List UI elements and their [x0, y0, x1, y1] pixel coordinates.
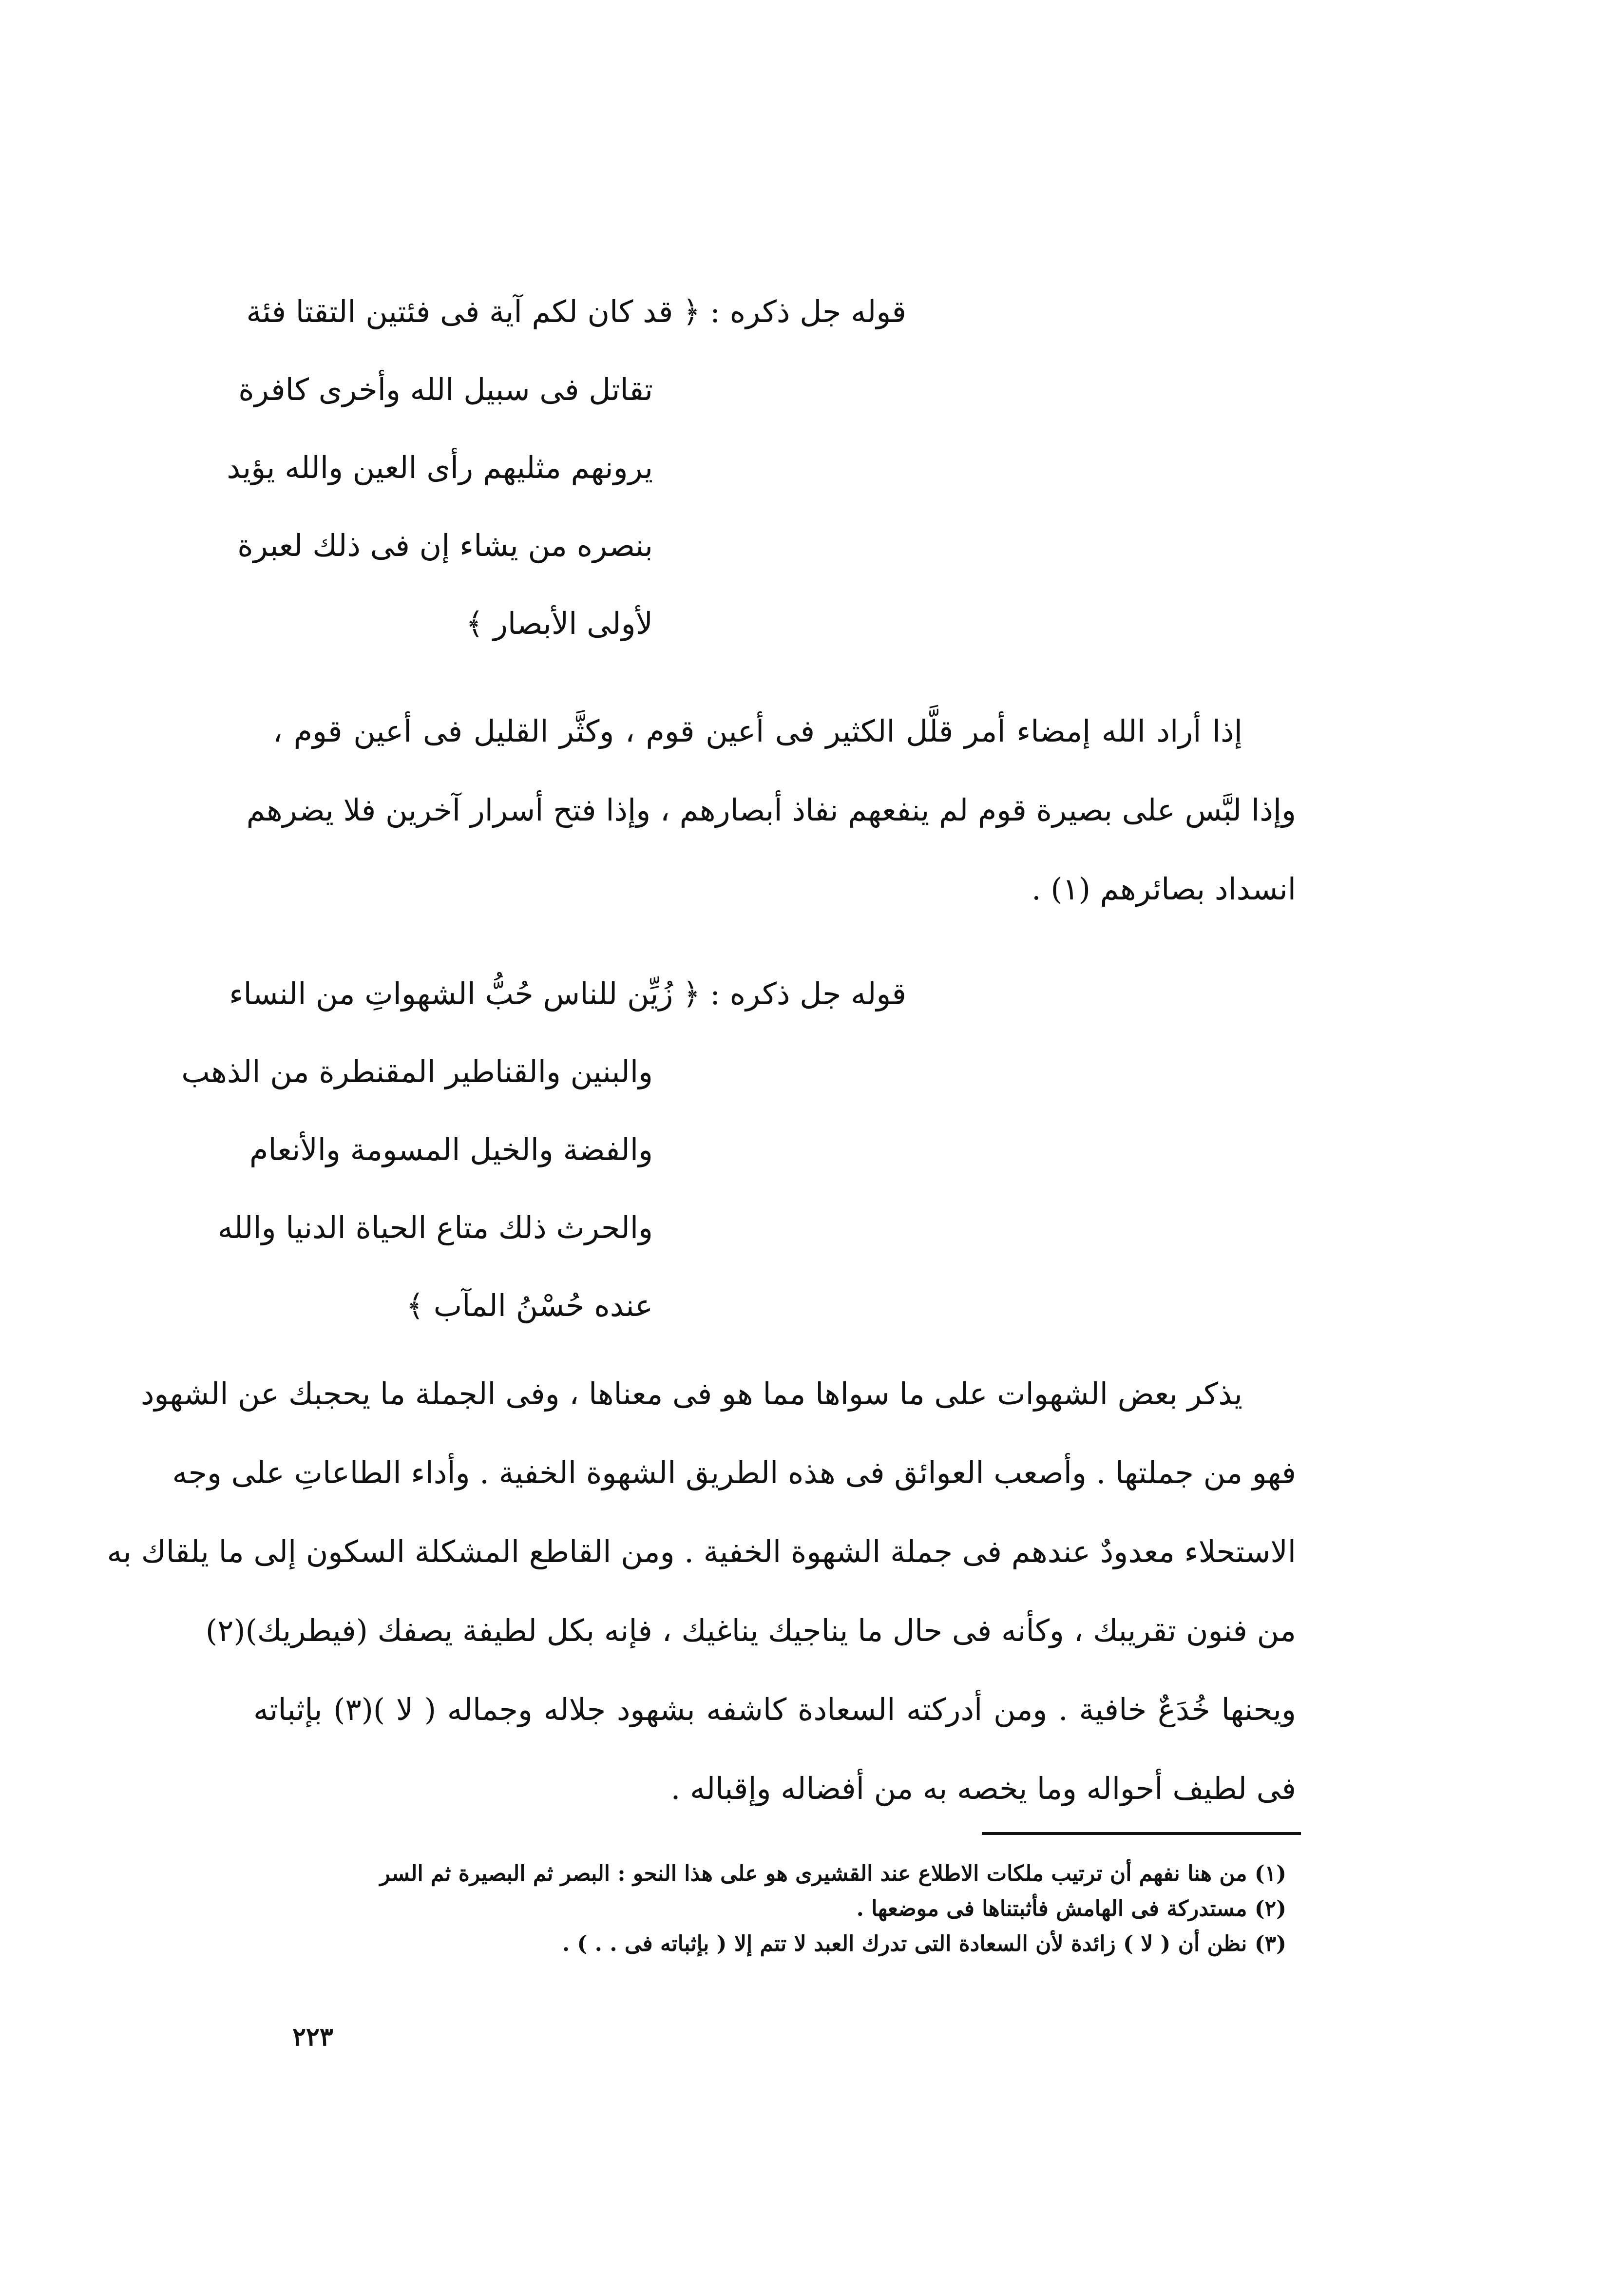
footnote: (٣) نظن أن ( لا ) زائدة لأن السعادة التى تدرك العبد لا تتم إلا ( بإثباته فى . . ) . — [562, 1931, 1286, 1956]
verse-line: تقاتل فى سبيل الله وأخرى كافرة — [238, 372, 653, 407]
footnotes-block — [244, 1856, 1286, 1962]
page-number: ٢٢٣ — [292, 2022, 333, 2052]
verse-line: والفضة والخيل المسومة والأنعام — [249, 1132, 653, 1167]
commentary-line: الاستحلاء معدودٌ عندهم فى جملة الشهوة الخفية . ومن القاطع المشكلة السكون إلى ما يلقاك به — [107, 1534, 1296, 1569]
commentary-block-2 — [107, 1355, 1296, 1828]
commentary-line: يذكر بعض الشهوات على ما سواها مما هو فى معناها ، وفى الجملة ما يحجبك عن الشهود — [140, 1376, 1242, 1412]
commentary-line: فهو من جملتها . وأصعب العوائق فى هذه الطريق الشهوة الخفية . وأداء الطاعاتِ على وجه — [172, 1455, 1296, 1490]
verse-line: يرونهم مثليهم رأى العين والله يؤيد — [227, 450, 653, 485]
commentary-line: انسداد بصائرهم (١) . — [1031, 871, 1296, 907]
verse-block-2 — [181, 955, 906, 1345]
commentary-block-1 — [246, 692, 1296, 929]
verse-line: عنده حُسْنُ المآب ﴾ — [406, 1288, 653, 1323]
verse-line: لأولى الأبصار ﴾ — [465, 606, 653, 641]
verse-line: والحرث ذلك متاع الحياة الدنيا والله — [217, 1210, 653, 1245]
commentary-line: وإذا لبَّس على بصيرة قوم لم ينفعهم نفاذ أبصارهم ، وإذا فتح أسرار آخرين فلا يضرهم — [246, 792, 1296, 828]
verse-block-1 — [227, 273, 906, 663]
verse-line: والبنين والقناطير المقنطرة من الذهب — [181, 1054, 653, 1089]
verse-line: قوله جل ذكره : ﴿ زُيِّن للناس حُبُّ الشهواتِ من النساء — [229, 976, 906, 1012]
commentary-line: ويحنها خُدَعٌ خافية . ومن أدركته السعادة كاشفه بشهود جلاله وجماله ( لا )(٣) بإثباته — [253, 1692, 1296, 1727]
verse-line: قوله جل ذكره : ﴿ قد كان لكم آية فى فئتين التقتا فئة — [246, 294, 906, 329]
footnote: (٢) مستدركة فى الهامش فأثبتناها فى موضعها . — [856, 1896, 1286, 1921]
verse-line: بنصره من يشاء إن فى ذلك لعبرة — [237, 528, 653, 563]
commentary-line: فى لطيف أحواله وما يخصه به من أفضاله وإقباله . — [670, 1771, 1296, 1806]
footnote-separator — [982, 1832, 1301, 1835]
footnote: (١) من هنا نفهم أن ترتيب ملكات الاطلاع عند القشيرى هو على هذا النحو : البصر ثم البصيرة ثم السر — [380, 1861, 1286, 1886]
commentary-line: إذا أراد الله إمضاء أمر قلَّل الكثير فى أعين قوم ، وكثَّر القليل فى أعين قوم ، — [273, 713, 1242, 749]
commentary-line: من فنون تقريبك ، وكأنه فى حال ما يناجيك يناغيك ، فإنه بكل لطيفة يصفك (فيطريك)(٢) — [205, 1613, 1296, 1648]
